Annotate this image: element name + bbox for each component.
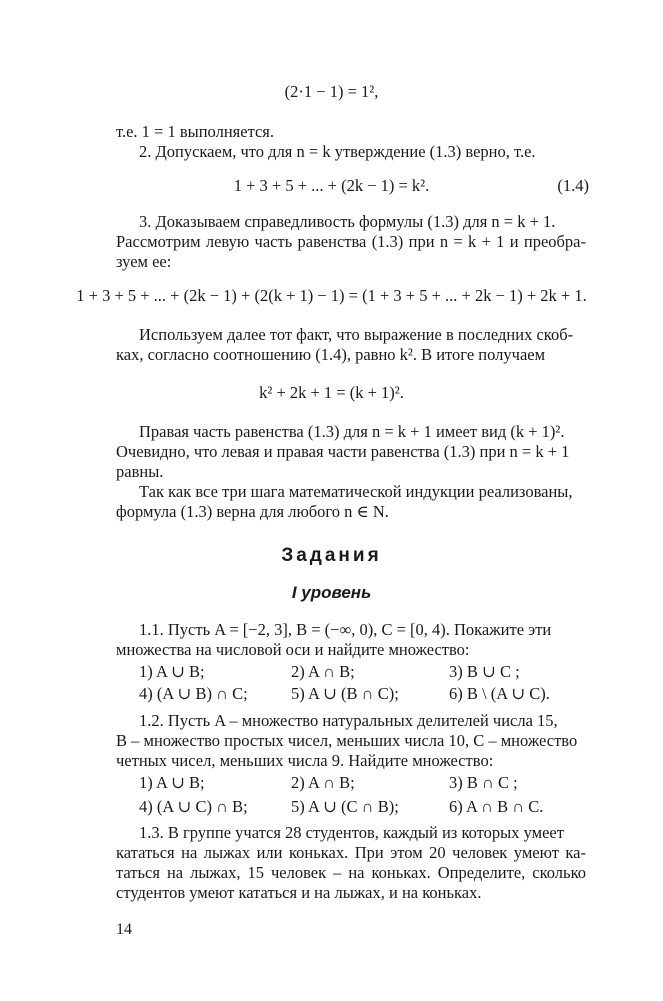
task-option: 5) A ∪ (B ∩ C); — [291, 684, 399, 703]
section-title: Задания — [281, 545, 382, 566]
level-title: I уровень — [291, 583, 372, 602]
task-1-2-line: 1.2. Пусть A – множество натуральных делителей числа 15, — [139, 711, 558, 730]
task-1-3-line: кататься на лыжах или коньках. При этом 20 человек умеют ка- — [116, 843, 586, 862]
task-option: 2) A ∩ B; — [291, 662, 355, 681]
task-option: 4) (A ∪ B) ∩ C; — [139, 684, 248, 703]
equation-number: (1.4) — [557, 176, 589, 195]
equation-body: 1 + 3 + 5 + ... + (2k − 1) = k². — [233, 176, 430, 195]
task-option: 3) B ∩ C ; — [449, 773, 518, 792]
page-number: 14 — [116, 921, 132, 938]
task-1-3-line: 1.3. В группе учатся 28 студентов, каждый из которых умеет — [139, 823, 564, 842]
text-line: ках, согласно соотношению (1.4), равно k². В итоге получаем — [116, 345, 546, 364]
text-line: Рассмотрим левую часть равенства (1.3) при n = k + 1 и преобра- — [116, 232, 586, 251]
equation-base-case: (2·1 − 1) = 1², — [284, 82, 379, 101]
task-1-2-line: четных чисел, меньших числа 9. Найдите множество: — [116, 751, 494, 770]
equation-induction-step: 1 + 3 + 5 + ... + (2k − 1) + (2(k + 1) − 1) = (1 + 3 + 5 + ... + 2k − 1) + 2k + 1. — [76, 286, 587, 305]
task-option: 3) B ∪ C ; — [449, 662, 520, 681]
task-option: 6) B \ (A ∪ C). — [449, 684, 550, 703]
text-line: зуем ее: — [116, 252, 172, 271]
task-1-2-line: B – множество простых чисел, меньших числа 10, C – множество — [116, 731, 578, 750]
equation-square: k² + 2k + 1 = (k + 1)². — [259, 383, 404, 402]
task-option: 4) (A ∪ C) ∩ B; — [139, 797, 248, 816]
text-line: 2. Допускаем, что для n = k утверждение (1.3) верно, т.е. — [139, 142, 536, 161]
text-line: Так как все три шага математической индукции реализованы, — [139, 482, 573, 501]
text-line: формула (1.3) верна для любого n ∈ N. — [116, 502, 389, 521]
task-1-1-line: 1.1. Пусть A = [−2, 3], B = (−∞, 0), C = [0, 4). Покажите эти — [139, 620, 552, 639]
text-line: равны. — [116, 462, 164, 481]
task-1-3-line: студентов умеют кататься и на лыжах, и на коньках. — [116, 883, 482, 902]
task-option: 5) A ∪ (C ∩ B); — [291, 797, 399, 816]
task-1-3-line: таться на лыжах, 15 человек – на коньках. Определите, сколько — [116, 863, 586, 882]
text-line: Правая часть равенства (1.3) для n = k + 1 имеет вид (k + 1)². — [139, 422, 565, 441]
task-option: 2) A ∩ B; — [291, 773, 355, 792]
text-line: 3. Доказываем справедливость формулы (1.3) для n = k + 1. — [139, 212, 556, 231]
task-option: 6) A ∩ B ∩ C. — [449, 797, 544, 816]
task-option: 1) A ∪ B; — [139, 773, 205, 792]
text-line: Очевидно, что левая и правая части равенства (1.3) при n = k + 1 — [116, 442, 570, 461]
text-line: т.е. 1 = 1 выполняется. — [116, 122, 275, 141]
text-line: Используем далее тот факт, что выражение в последних скоб- — [139, 325, 574, 344]
task-option: 1) A ∪ B; — [139, 662, 205, 681]
task-1-1-line: множества на числовой оси и найдите множество: — [116, 640, 470, 659]
